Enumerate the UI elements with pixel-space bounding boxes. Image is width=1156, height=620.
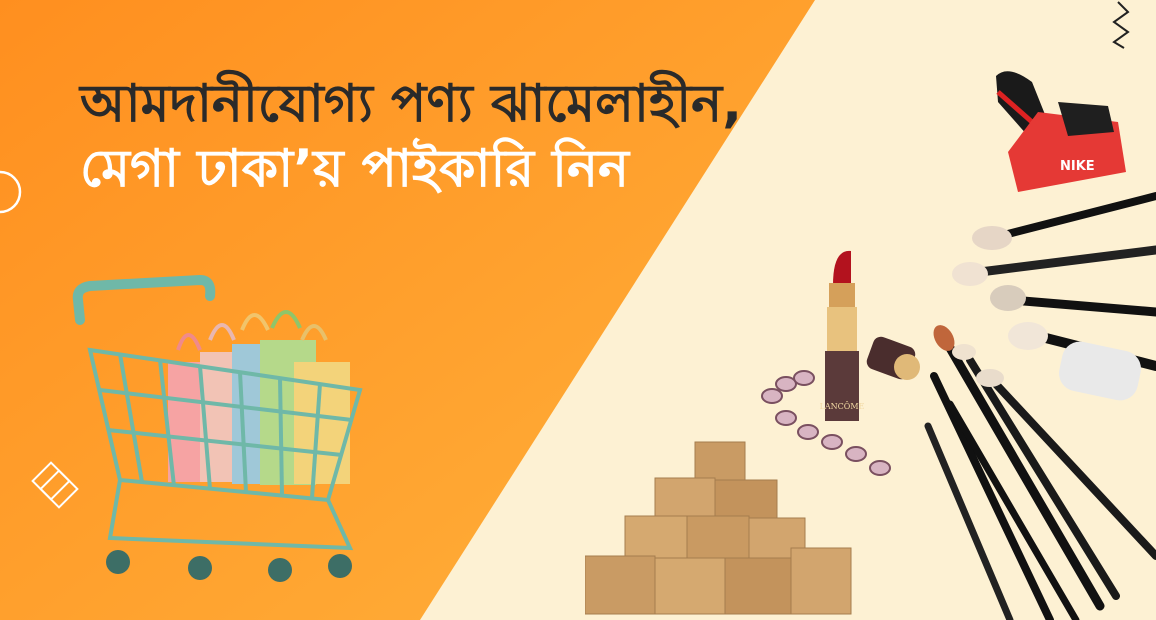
lipstick-brand-label: LANCÔME bbox=[819, 402, 865, 411]
shopping-cart-illustration bbox=[60, 270, 380, 600]
headline-line-2: মেগা ঢাকা’য় পাইকারি নিন bbox=[80, 139, 630, 199]
cart-wheels bbox=[106, 550, 352, 582]
shoe-bag-brand-label: NIKE bbox=[1060, 159, 1095, 174]
headline-line-1: আমদানীযোগ্য পণ্য ঝামেলাহীন, bbox=[80, 74, 742, 134]
lipstick-illustration bbox=[815, 245, 925, 430]
makeup-brushes-illustration bbox=[920, 176, 1156, 620]
shopping-bags bbox=[168, 312, 350, 485]
headline bbox=[80, 72, 742, 202]
